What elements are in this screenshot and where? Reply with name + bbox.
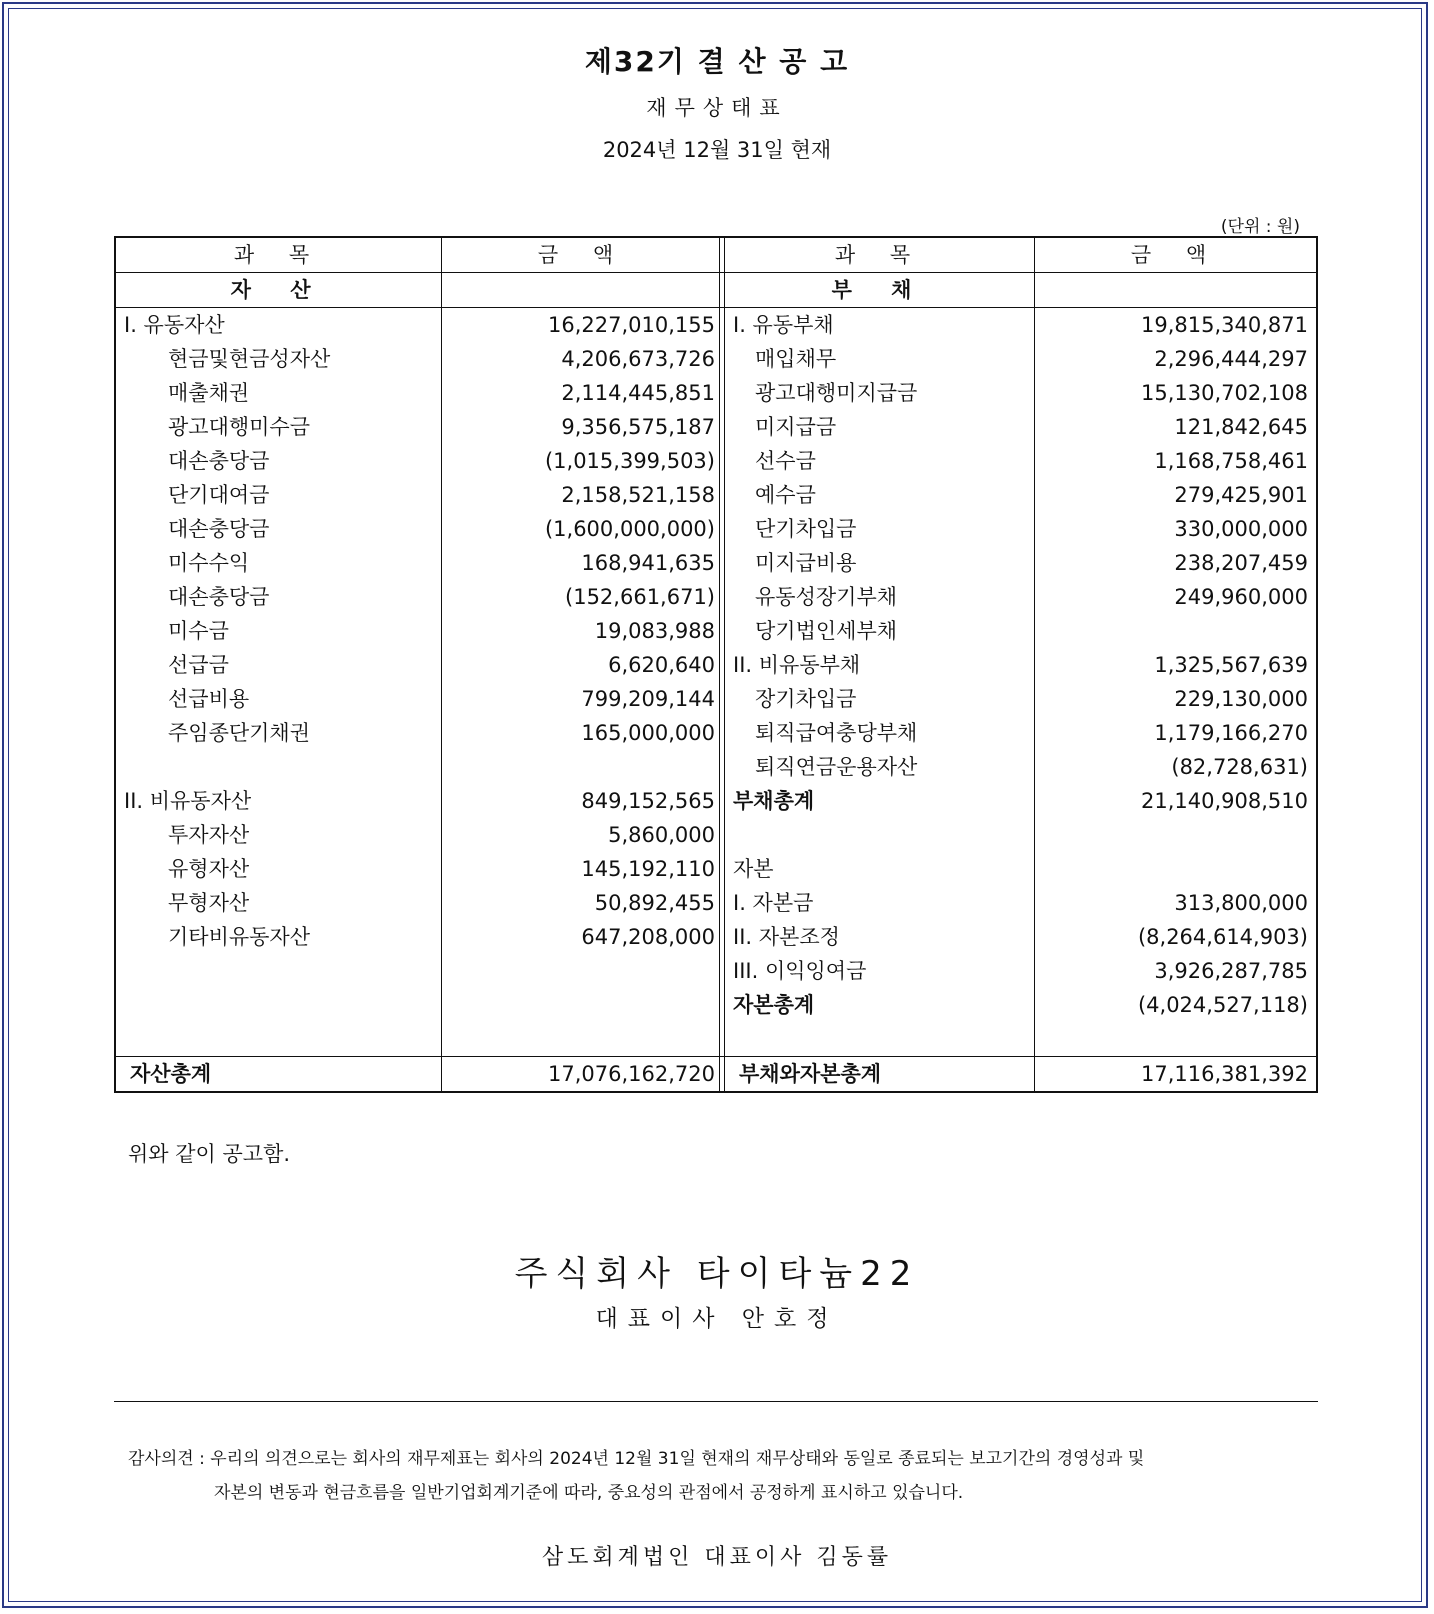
table-row — [115, 852, 1317, 886]
table-row — [115, 1022, 1317, 1057]
liability-item-amount: (4,024,527,118) — [1035, 988, 1317, 1022]
table-row — [115, 444, 1317, 478]
liability-item-label: 예수금 — [725, 478, 1035, 512]
table-row — [115, 580, 1317, 614]
section-empty — [442, 273, 720, 308]
liability-item-amount — [1035, 852, 1317, 886]
asset-item-label: 매출채권 — [115, 376, 442, 410]
asset-item-amount: 4,206,673,726 — [442, 342, 720, 376]
table-row — [115, 784, 1317, 818]
liability-item-label: 미지급금 — [725, 410, 1035, 444]
liability-item-label: 자본 — [725, 852, 1035, 886]
liability-item-amount: (8,264,614,903) — [1035, 920, 1317, 954]
asset-item-label: 선급비용 — [115, 682, 442, 716]
liability-item-amount: 313,800,000 — [1035, 886, 1317, 920]
liability-item-amount: 2,296,444,297 — [1035, 342, 1317, 376]
liability-item-label: 매입채무 — [725, 342, 1035, 376]
liability-item-label: 유동성장기부채 — [725, 580, 1035, 614]
liability-item-label: 자본총계 — [725, 988, 1035, 1022]
asset-item-amount: 50,892,455 — [442, 886, 720, 920]
table-row — [115, 512, 1317, 546]
liability-item-amount: 3,926,287,785 — [1035, 954, 1317, 988]
table-row — [115, 648, 1317, 682]
asset-item-label: 미수수익 — [115, 546, 442, 580]
asset-item-amount: 799,209,144 — [442, 682, 720, 716]
liability-item-label: I. 자본금 — [725, 886, 1035, 920]
liability-item-amount: (82,728,631) — [1035, 750, 1317, 784]
asset-item-amount: 145,192,110 — [442, 852, 720, 886]
asset-item-amount: (152,661,671) — [442, 580, 720, 614]
liability-item-label: 부채총계 — [725, 784, 1035, 818]
asset-item-label: I. 유동자산 — [115, 308, 442, 343]
liability-item-amount — [1035, 1022, 1317, 1057]
statement-name: 재무상태표 — [646, 96, 788, 120]
asset-item-label: 광고대행미수금 — [115, 410, 442, 444]
liability-item-amount: 21,140,908,510 — [1035, 784, 1317, 818]
table-row — [115, 478, 1317, 512]
asset-item-amount — [442, 1022, 720, 1057]
liability-item-amount: 249,960,000 — [1035, 580, 1317, 614]
ceo-name: 대표이사 안호정 — [595, 1306, 839, 1332]
asset-item-label: II. 비유동자산 — [115, 784, 442, 818]
asset-item-amount: 16,227,010,155 — [442, 308, 720, 343]
liability-item-label — [725, 1022, 1035, 1057]
liability-item-label: 퇴직급여충당부채 — [725, 716, 1035, 750]
divider — [114, 1401, 1318, 1402]
liability-item-amount — [1035, 614, 1317, 648]
asset-item-amount: 9,356,575,187 — [442, 410, 720, 444]
table-row — [115, 682, 1317, 716]
liability-item-label: III. 이익잉여금 — [725, 954, 1035, 988]
table-row — [115, 376, 1317, 410]
liability-item-label: 당기법인세부채 — [725, 614, 1035, 648]
asset-item-label: 대손충당금 — [115, 580, 442, 614]
liability-item-label: 광고대행미지급금 — [725, 376, 1035, 410]
asset-item-amount: 2,114,445,851 — [442, 376, 720, 410]
asset-item-label — [115, 988, 442, 1022]
asset-item-amount: 19,083,988 — [442, 614, 720, 648]
table-row — [115, 818, 1317, 852]
asset-item-label: 기타비유동자산 — [115, 920, 442, 954]
liability-item-amount: 121,842,645 — [1035, 410, 1317, 444]
table-row — [115, 750, 1317, 784]
liability-item-amount: 330,000,000 — [1035, 512, 1317, 546]
asset-item-amount — [442, 750, 720, 784]
auditor-name: 삼도회계법인 대표이사 김동률 — [541, 1545, 893, 1570]
liability-item-amount: 15,130,702,108 — [1035, 376, 1317, 410]
table-row — [115, 716, 1317, 750]
asset-item-label: 대손충당금 — [115, 444, 442, 478]
col-item-left: 과 목 — [115, 237, 442, 273]
notice-text: 위와 같이 공고함. — [128, 1142, 291, 1166]
balance-sheet-table — [114, 236, 1318, 1093]
liability-item-amount: 229,130,000 — [1035, 682, 1317, 716]
asset-item-label: 무형자산 — [115, 886, 442, 920]
asset-item-amount — [442, 988, 720, 1022]
asset-item-label — [115, 1022, 442, 1057]
total-assets-label: 자산총계 — [115, 1057, 442, 1093]
company-name: 주식회사 타이타늄22 — [514, 1254, 920, 1294]
section-assets: 자 산 — [115, 273, 442, 308]
table-row — [115, 988, 1317, 1022]
liability-item-label: 퇴직연금운용자산 — [725, 750, 1035, 784]
asset-item-amount: 6,620,640 — [442, 648, 720, 682]
asset-item-label: 단기대여금 — [115, 478, 442, 512]
liability-item-amount: 279,425,901 — [1035, 478, 1317, 512]
liability-item-label — [725, 818, 1035, 852]
liability-item-amount: 1,179,166,270 — [1035, 716, 1317, 750]
asset-item-amount: (1,600,000,000) — [442, 512, 720, 546]
section-liabilities: 부 채 — [725, 273, 1035, 308]
asset-item-label: 대손충당금 — [115, 512, 442, 546]
section-row — [115, 273, 1317, 308]
asset-item-amount: 647,208,000 — [442, 920, 720, 954]
asset-item-label: 유형자산 — [115, 852, 442, 886]
total-liab-equity-value: 17,116,381,392 — [1035, 1057, 1317, 1093]
table-row — [115, 342, 1317, 376]
unit-label: (단위 : 원) — [1220, 217, 1300, 237]
audit-opinion-line2: 자본의 변동과 현금흐름을 일반기업회계기준에 따라, 중요성의 관점에서 공정하게 표시하고 있습니다. — [214, 1483, 964, 1503]
asset-item-label: 주임종단기채권 — [115, 716, 442, 750]
asset-item-label: 현금및현금성자산 — [115, 342, 442, 376]
asset-item-label: 선급금 — [115, 648, 442, 682]
liability-item-label: 미지급비용 — [725, 546, 1035, 580]
table-row — [115, 954, 1317, 988]
liability-item-label: I. 유동부채 — [725, 308, 1035, 343]
asset-item-label — [115, 954, 442, 988]
liability-item-amount: 1,325,567,639 — [1035, 648, 1317, 682]
audit-opinion — [128, 1442, 1144, 1510]
table-header-row — [115, 237, 1317, 273]
document-title: 제32기 결 산 공 고 — [584, 45, 850, 78]
liability-item-label: 선수금 — [725, 444, 1035, 478]
liability-item-amount: 238,207,459 — [1035, 546, 1317, 580]
total-row — [115, 1057, 1317, 1093]
col-amount-right: 금 액 — [1035, 237, 1317, 273]
total-liab-equity-label: 부채와자본총계 — [725, 1057, 1035, 1093]
asset-item-amount — [442, 954, 720, 988]
liability-item-label: II. 자본조정 — [725, 920, 1035, 954]
table-row — [115, 920, 1317, 954]
asset-item-amount: 168,941,635 — [442, 546, 720, 580]
asset-item-amount: 2,158,521,158 — [442, 478, 720, 512]
liability-item-label: 단기차입금 — [725, 512, 1035, 546]
asset-item-label: 투자자산 — [115, 818, 442, 852]
statement-date: 2024년 12월 31일 현재 — [602, 138, 832, 162]
total-assets-value: 17,076,162,720 — [442, 1057, 720, 1093]
liability-item-amount: 1,168,758,461 — [1035, 444, 1317, 478]
audit-opinion-line1: 감사의견 : 우리의 의견으로는 회사의 재무제표는 회사의 2024년 12월 31일 현재의 재무상태와 동일로 종료되는 보고기간의 경영성과 및 — [128, 1449, 1145, 1469]
asset-item-amount: 5,860,000 — [442, 818, 720, 852]
table-row — [115, 886, 1317, 920]
table-row — [115, 614, 1317, 648]
asset-item-amount: 165,000,000 — [442, 716, 720, 750]
liability-item-amount: 19,815,340,871 — [1035, 308, 1317, 343]
col-amount-left: 금 액 — [442, 237, 720, 273]
liability-item-amount — [1035, 818, 1317, 852]
liability-item-label: II. 비유동부채 — [725, 648, 1035, 682]
table-row — [115, 308, 1317, 343]
asset-item-amount: (1,015,399,503) — [442, 444, 720, 478]
section-empty — [1035, 273, 1317, 308]
liability-item-label: 장기차입금 — [725, 682, 1035, 716]
asset-item-label: 미수금 — [115, 614, 442, 648]
table-row — [115, 546, 1317, 580]
asset-item-label — [115, 750, 442, 784]
table-row — [115, 410, 1317, 444]
asset-item-amount: 849,152,565 — [442, 784, 720, 818]
col-item-right: 과 목 — [725, 237, 1035, 273]
